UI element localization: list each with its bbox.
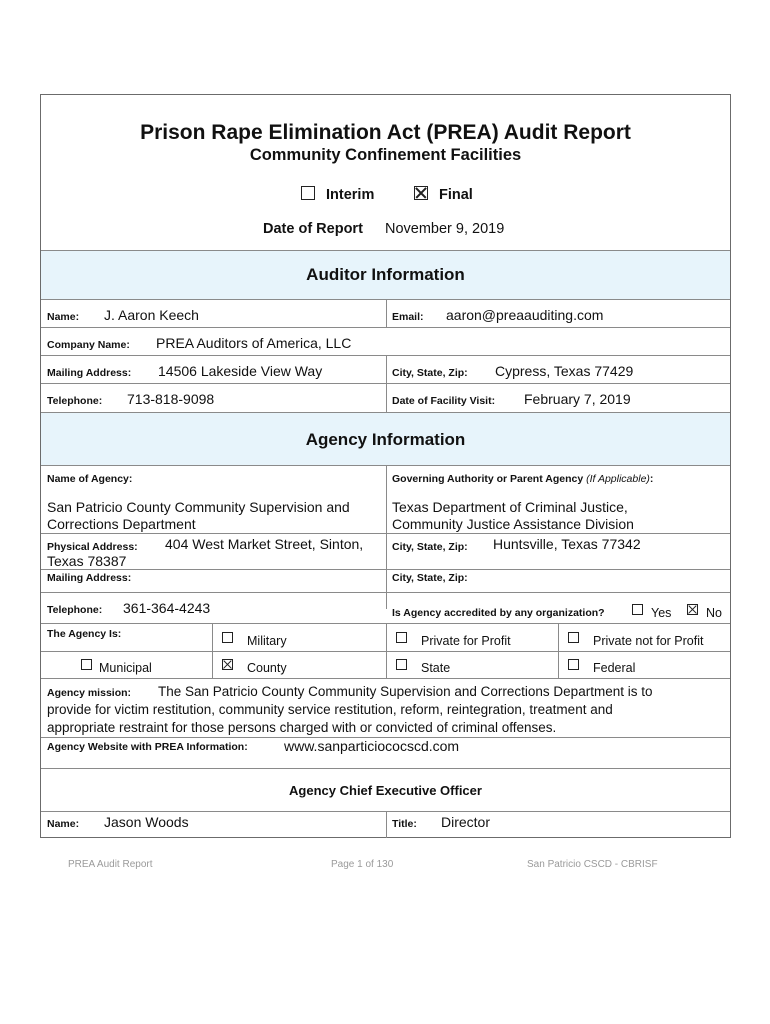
mission-line1: The San Patricio County Community Supervision and Corrections Department is to	[158, 684, 653, 699]
company-name-label: Company Name:	[47, 339, 130, 351]
ceo-name-label: Name:	[47, 818, 80, 830]
accredited-no-checkbox[interactable]	[687, 604, 698, 615]
agency-name-line2: Corrections Department	[47, 516, 196, 532]
agency-section-title: Agency Information	[305, 430, 466, 449]
audit-form	[40, 94, 731, 838]
agency-name-line1: San Patricio County Community Supervision and	[47, 499, 350, 515]
interim-label: Interim	[326, 187, 375, 203]
private-profit-label: Private for Profit	[421, 634, 511, 648]
agency-csz-value: Huntsville, Texas 77342	[493, 536, 641, 552]
private-nonprofit-checkbox[interactable]	[568, 632, 579, 643]
agency-website-label: Agency Website with PREA Information:	[47, 741, 248, 753]
interim-checkbox[interactable]	[301, 186, 315, 200]
agency-mission-label: Agency mission:	[47, 687, 132, 699]
auditor-phone-label: Telephone:	[47, 395, 103, 407]
auditor-name-label: Name:	[47, 311, 80, 323]
governing-authority-line1: Texas Department of Criminal Justice,	[392, 499, 628, 515]
report-subtitle: Community Confinement Facilities	[249, 146, 522, 164]
county-label: County	[247, 661, 287, 675]
private-profit-checkbox[interactable]	[396, 632, 407, 643]
auditor-section-title: Auditor Information	[306, 265, 465, 284]
state-label: State	[421, 661, 451, 675]
facility-visit-value: February 7, 2019	[524, 391, 631, 407]
accredited-yes-label: Yes	[651, 606, 672, 620]
physical-address-label: Physical Address:	[47, 541, 138, 553]
ceo-name-value: Jason Woods	[104, 814, 189, 830]
agency-website-value[interactable]: www.sanparticiococscd.com	[284, 738, 460, 754]
mission-line3: appropriate restraint for those persons charged with or convicted of criminal offenses.	[47, 720, 557, 735]
municipal-label: Municipal	[99, 661, 152, 675]
physical-address-line1: 404 West Market Street, Sinton,	[165, 536, 364, 552]
governing-authority-line2: Community Justice Assistance Division	[392, 516, 634, 532]
final-label: Final	[439, 187, 473, 203]
auditor-csz-value: Cypress, Texas 77429	[495, 363, 634, 379]
footer-page-number: Page 1 of 130	[331, 859, 394, 870]
physical-address-line2: Texas 78387	[47, 553, 127, 569]
federal-checkbox[interactable]	[568, 659, 579, 670]
auditor-email-label: Email:	[392, 311, 424, 323]
ceo-title-value: Director	[441, 814, 491, 830]
agency-phone-label: Telephone:	[47, 604, 103, 616]
accredited-label: Is Agency accredited by any organization?	[392, 607, 605, 619]
auditor-mailing-value: 14506 Lakeside View Way	[158, 363, 323, 379]
auditor-name-value: J. Aaron Keech	[104, 307, 199, 323]
auditor-email-value: aaron@preaauditing.com	[446, 307, 604, 323]
auditor-phone-value: 713-818-9098	[127, 391, 215, 407]
military-checkbox[interactable]	[222, 632, 233, 643]
accredited-no-label: No	[706, 606, 722, 620]
county-checkbox[interactable]	[222, 659, 233, 670]
agency-csz-label: City, State, Zip:	[392, 541, 468, 553]
mission-line2: provide for victim restitution, community service restitution, reform, reintegration, treatment and	[47, 702, 613, 717]
date-of-report-value: November 9, 2019	[385, 221, 505, 237]
auditor-csz-label: City, State, Zip:	[392, 367, 468, 379]
accredited-yes-checkbox[interactable]	[632, 604, 643, 615]
date-of-report-label: Date of Report	[263, 221, 363, 237]
facility-visit-label: Date of Facility Visit:	[392, 395, 496, 407]
agency-type-label: The Agency Is:	[47, 628, 122, 640]
report-title: Prison Rape Elimination Act (PREA) Audit Report	[140, 121, 631, 144]
company-name-value: PREA Auditors of America, LLC	[156, 335, 352, 351]
military-label: Military	[247, 634, 287, 648]
agency-name-label: Name of Agency:	[47, 473, 133, 485]
state-checkbox[interactable]	[396, 659, 407, 670]
agency-csz2-label: City, State, Zip:	[392, 572, 468, 584]
ceo-section-title: Agency Chief Executive Officer	[289, 783, 482, 798]
private-nonprofit-label: Private not for Profit	[593, 634, 704, 648]
agency-mailing-label: Mailing Address:	[47, 572, 132, 584]
governing-authority-label: Governing Authority or Parent Agency (If Applicable):	[392, 473, 654, 485]
municipal-checkbox[interactable]	[81, 659, 92, 670]
federal-label: Federal	[593, 661, 636, 675]
final-checkbox[interactable]	[414, 186, 428, 200]
footer-right: San Patricio CSCD - CBRISF	[527, 859, 658, 870]
agency-phone-value: 361-364-4243	[123, 600, 211, 616]
ceo-title-label: Title:	[392, 818, 417, 830]
footer-left: PREA Audit Report	[68, 859, 153, 870]
auditor-mailing-label: Mailing Address:	[47, 367, 132, 379]
